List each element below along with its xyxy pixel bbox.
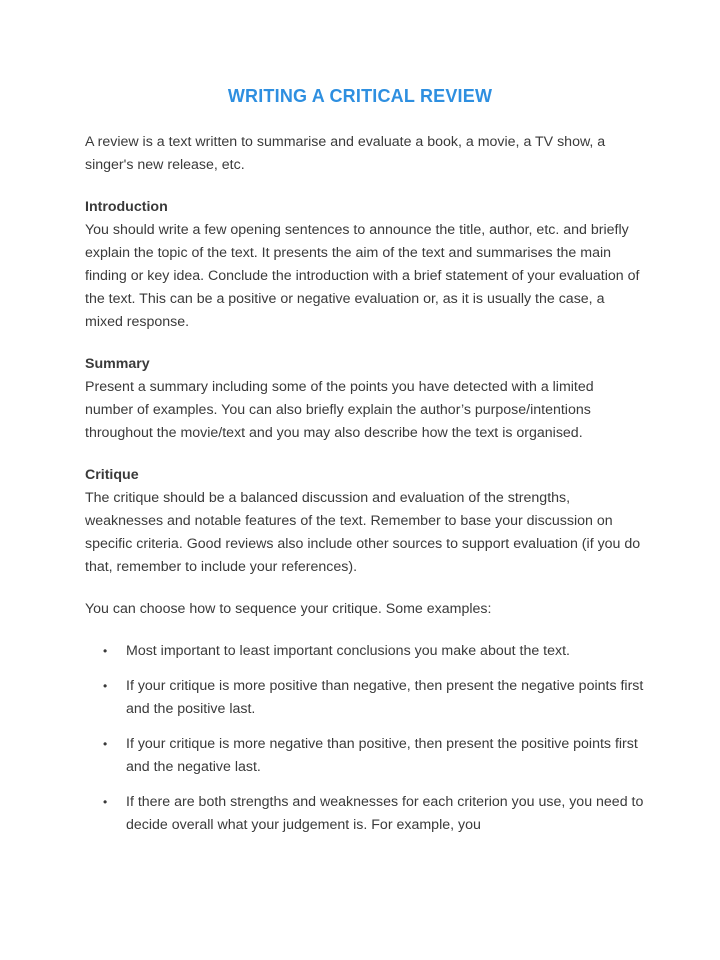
- list-item-text: If your critique is more positive than negative, then present the negative points first and the positive last.: [126, 678, 644, 717]
- bullet-icon: •: [103, 795, 108, 809]
- bullet-icon: •: [103, 679, 108, 693]
- section-body-summary: Present a summary including some of the points you have detected with a limited number of examples. You can also briefly explain the author’s purpose/intentions throughout the movie/text and you may also describe how the text is organised.: [85, 379, 594, 441]
- sequence-intro: You can choose how to sequence your critique. Some examples:: [85, 601, 492, 617]
- document-title: WRITING A CRITICAL REVIEW: [227, 86, 493, 106]
- bullet-icon: •: [103, 737, 108, 751]
- section-heading-summary: Summary: [85, 356, 150, 372]
- list-item-text: Most important to least important conclusions you make about the text.: [126, 643, 570, 659]
- list-item-text: If your critique is more negative than positive, then present the positive points first and the negative last.: [126, 736, 638, 775]
- section-heading-introduction: Introduction: [85, 199, 168, 215]
- section-body-critique: The critique should be a balanced discussion and evaluation of the strengths, weaknesses and notable features of the text. Remember to base your discussion on specific criteria. Good reviews also include other sources to support evaluation (if you do that, remember to include your references).: [85, 490, 641, 575]
- list-item: [85, 733, 645, 779]
- intro-paragraph: A review is a text written to summarise and evaluate a book, a movie, a TV show, a singer's new release, etc.: [85, 134, 606, 173]
- section-heading-critique: Critique: [85, 467, 139, 483]
- bullet-icon: •: [103, 644, 108, 658]
- document-content: [85, 131, 645, 849]
- section-introduction: [85, 196, 645, 334]
- list-item: [85, 640, 645, 663]
- list-item: [85, 675, 645, 721]
- example-list: [85, 640, 645, 837]
- section-body-introduction: You should write a few opening sentences to announce the title, author, etc. and briefly explain the topic of the text. It presents the aim of the text and summarises the main finding or key idea. Conclude the introduction with a brief statement of your evaluation of the text. This can be a positive or negative evaluation or, as it is usually the case, a mixed response.: [85, 222, 640, 330]
- list-item: [85, 791, 645, 837]
- list-item-text: If there are both strengths and weaknesses for each criterion you use, you need to decide overall what your judgement is. For example, you: [126, 794, 644, 833]
- section-critique: [85, 464, 645, 579]
- section-summary: [85, 353, 645, 445]
